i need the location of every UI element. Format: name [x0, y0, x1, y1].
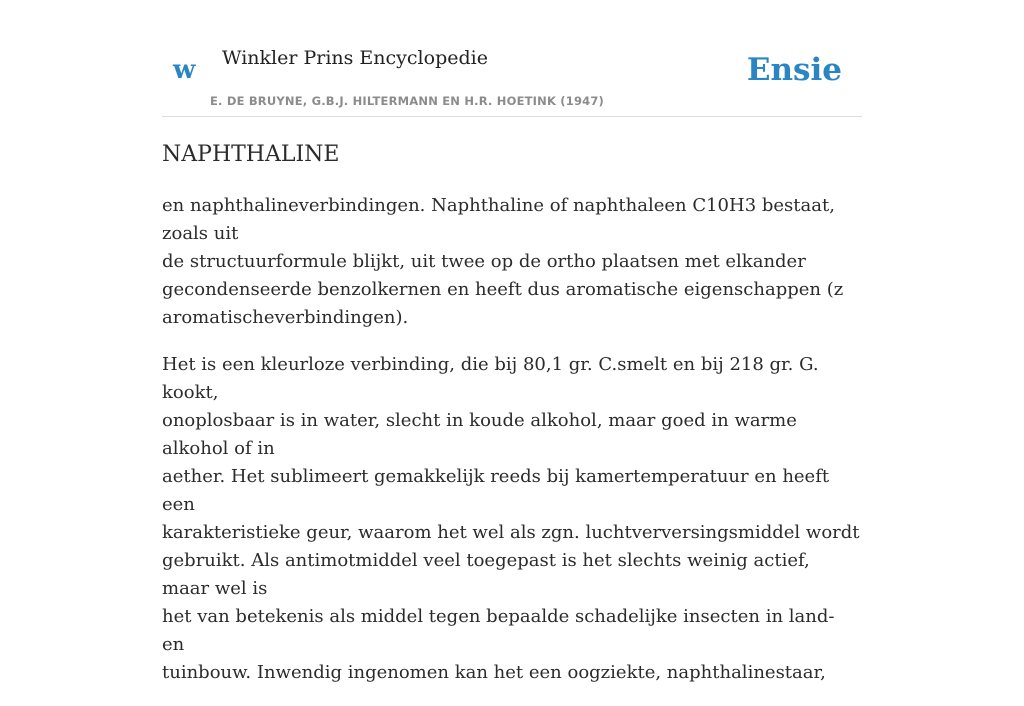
- authors-byline: E. DE BRUYNE, G.B.J. HILTERMANN EN H.R. HOETINK (1947): [210, 94, 605, 108]
- site-header: [162, 40, 862, 117]
- article-body: [162, 192, 862, 706]
- article-paragraph-1: en naphthalineverbindingen. Naphthaline of naphthaleen C10H3 bestaat, zoals uit de structuurformule blijkt, uit twee op de ortho plaatsen met elkander gecondenseerde benzolkernen en heeft dus aromatische eigenschappen (z aromatischeverbindingen).: [162, 195, 844, 328]
- ensie-brand-logo[interactable]: Ensie: [746, 52, 842, 88]
- site-title[interactable]: Winkler Prins Encyclopedie: [222, 47, 488, 69]
- entry-title: NAPHTHALINE: [162, 142, 340, 167]
- winkler-prins-logo[interactable]: w: [173, 55, 196, 85]
- article-paragraph-2: Het is een kleurloze verbinding, die bij 80,1 gr. C.smelt en bij 218 gr. G. kookt, onoplosbaar is in water, slecht in koude alkohol, maar goed in warme alkohol of in aether. Het sublimeert gemakkelijk reeds bij kamertemperatuur en heeft een karakteristieke geur, waarom het wel als zgn. luchtverversingsmiddel wordt gebruikt. Als antimotmiddel veel toegepast is het slechts weinig actief, maar wel is het van betekenis als middel tegen bepaalde schadelijke insecten in land- en tuinbouw. Inwendig ingenomen kan het een oogziekte, naphthalinestaar,: [162, 354, 860, 683]
